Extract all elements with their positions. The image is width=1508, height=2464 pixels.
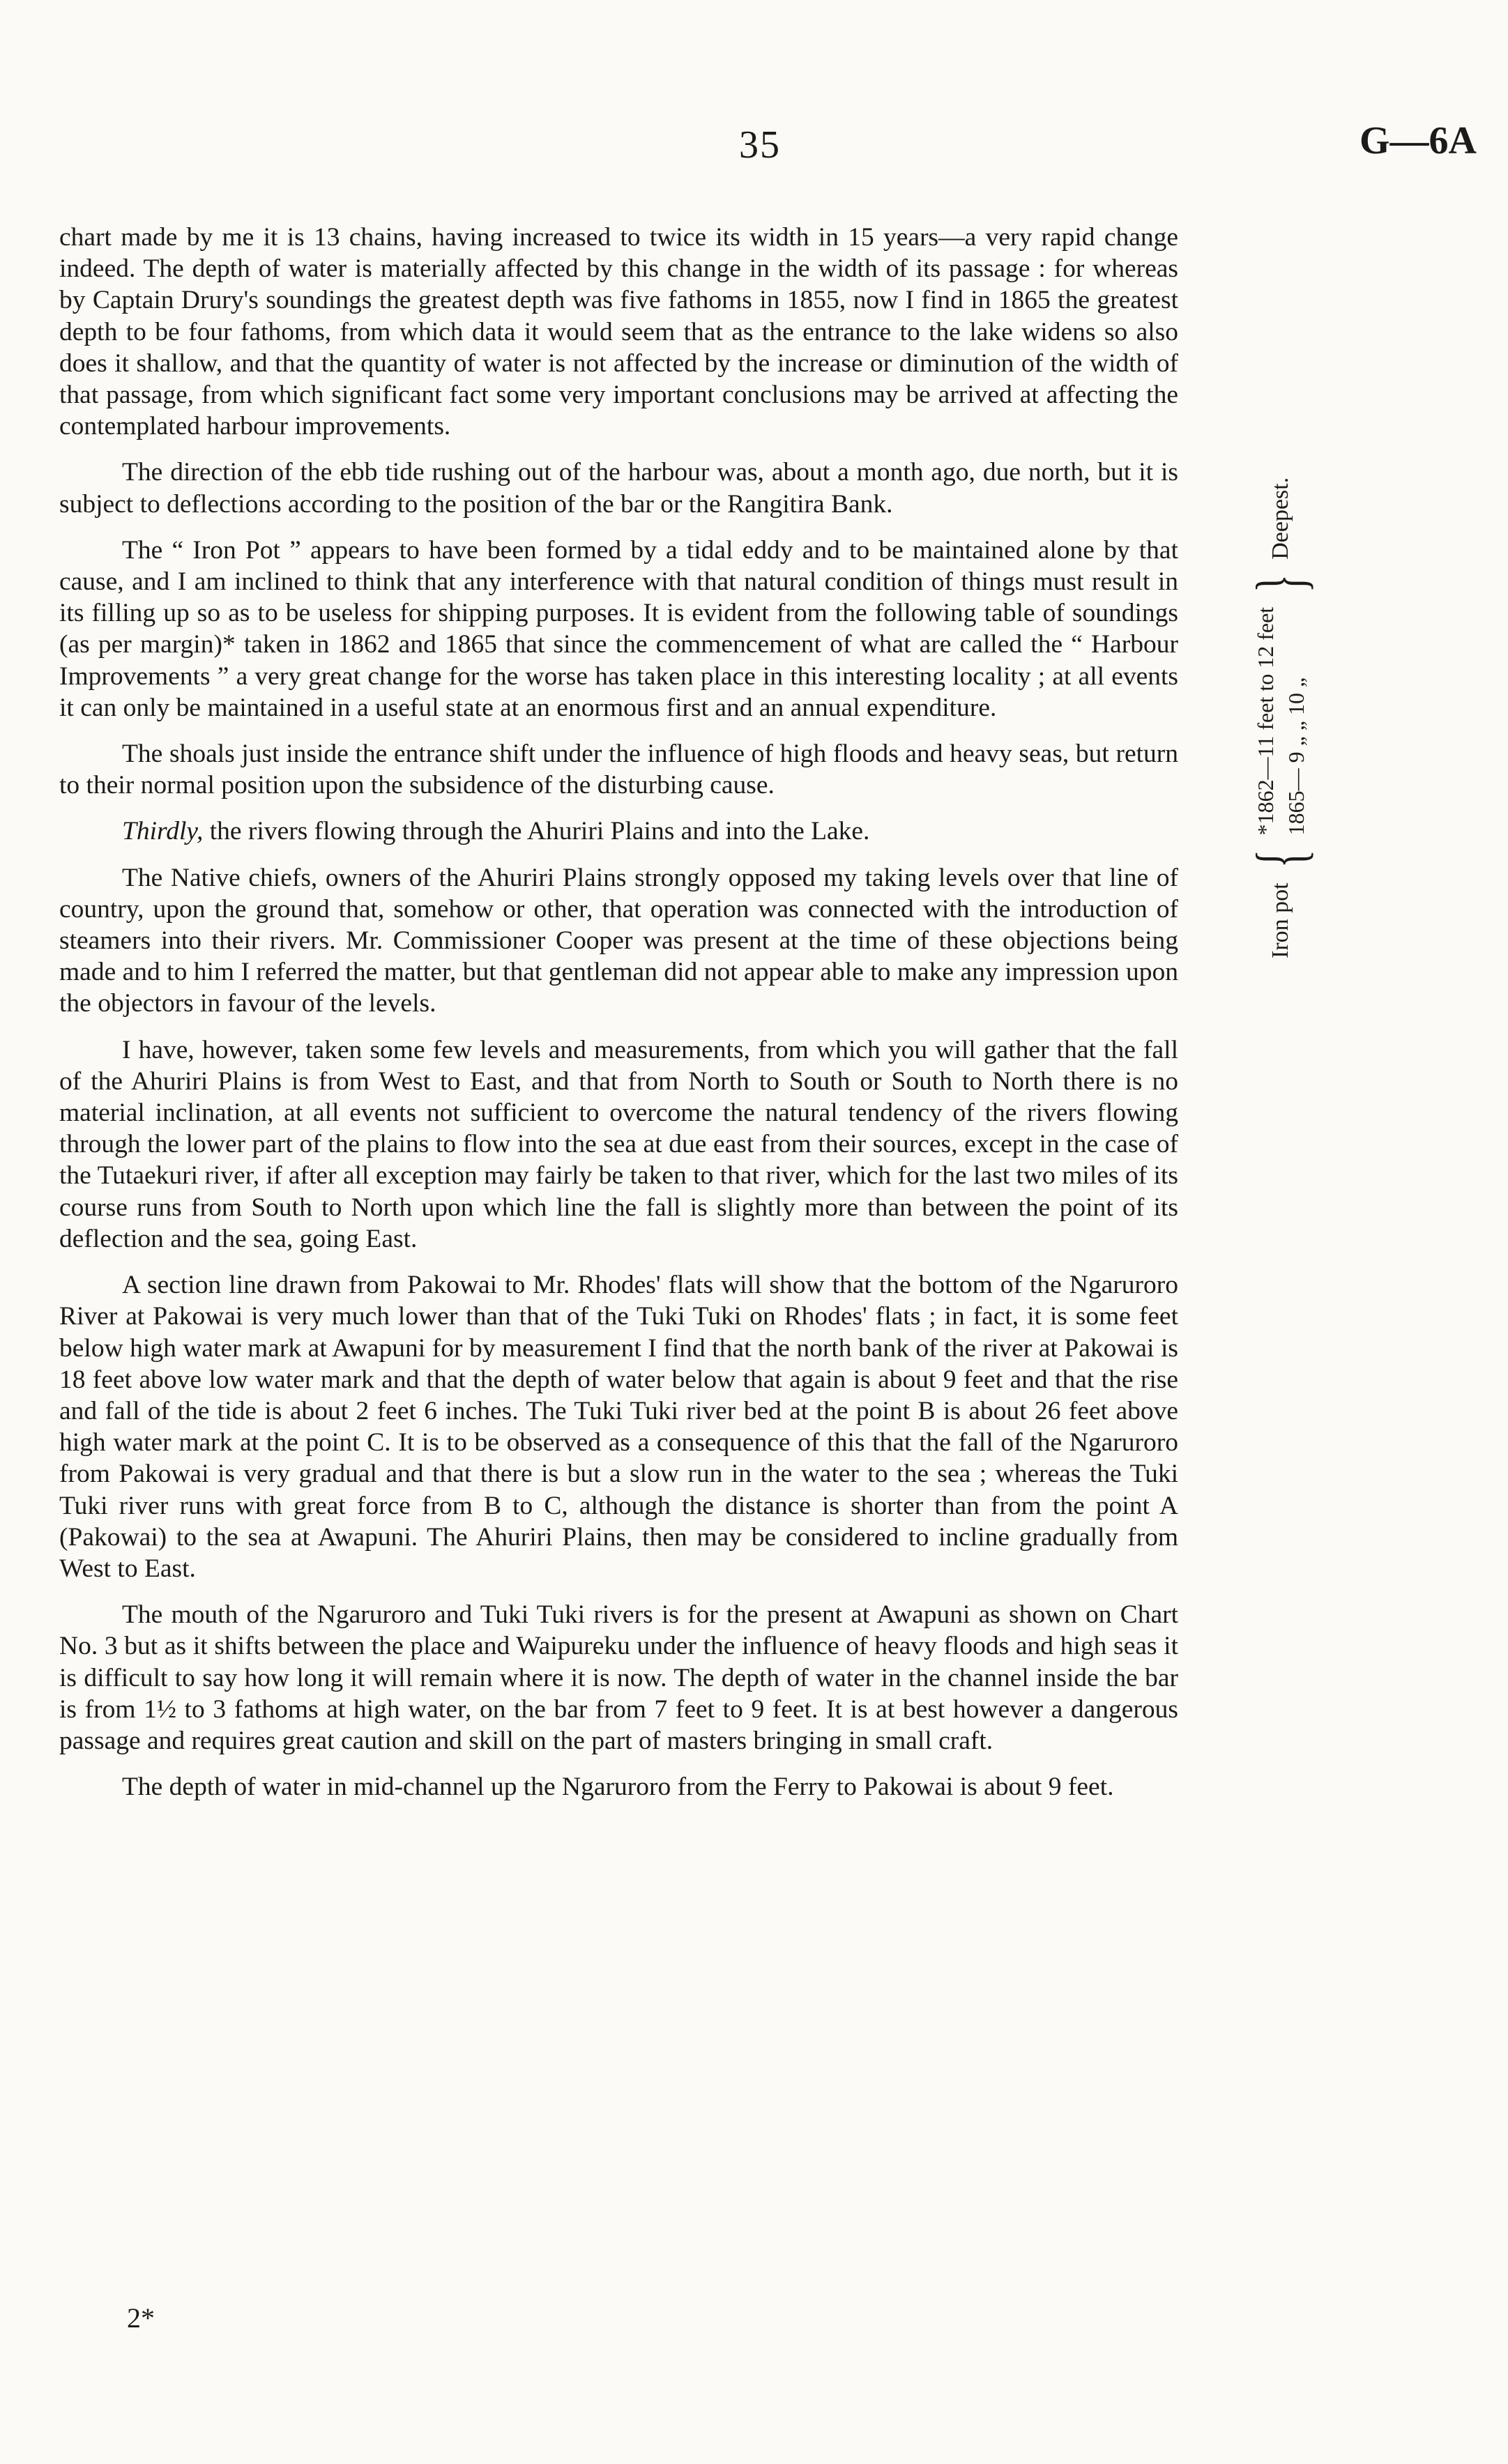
- left-brace-icon: {: [1242, 850, 1319, 868]
- margin-note-label: Iron pot: [1267, 882, 1293, 958]
- footer-signature-mark: 2*: [127, 2302, 155, 2334]
- paragraph-1: chart made by me it is 13 chains, having increased to twice its width in 15 years—a very rapid change indeed. The depth of water is materially affected by this change in the width of its passage : for whereas by Captain Drury's soundings the greatest depth was five fathoms in 1855, now I find in 1865 the greatest depth to be four fathoms, from which data it would seem that as the entrance to the lake widens so also does it shallow, and that the quantity of water is not affected by the increase or diminution of the width of that passage, from which significant fact some very important conclusions may be arrived at affecting the contemplated harbour improvements.: [59, 223, 1178, 441]
- paragraph-9: The mouth of the Ngaruroro and Tuki Tuki rivers is for the present at Awapuni as shown on Chart No. 3 but as it shifts between the place and Waipureku under the influence of heavy floods and high seas it is difficult to say how long it will remain where it is now. The depth of water in the channel inside the bar is from 1½ to 3 fathoms at high water, on the bar from 7 feet to 9 feet. It is at best however a dangerous passage and requires great caution and skill on the part of masters bringing in small craft.: [59, 1600, 1178, 1755]
- reference-code: G—6A: [1360, 119, 1477, 162]
- page-number: 35: [739, 123, 781, 167]
- margin-note-line-2: 1865— 9 „ „ 10 „: [1284, 677, 1309, 836]
- margin-note: [1242, 345, 1319, 958]
- paragraph-10: The depth of water in mid-channel up the Ngaruroro from the Ferry to Pakowai is about 9 feet.: [122, 1773, 1114, 1802]
- right-brace-icon: }: [1242, 574, 1319, 592]
- margin-note-suffix: Deepest.: [1267, 477, 1293, 560]
- section-heading: Thirdly,: [122, 817, 204, 846]
- paragraph-3: The “ Iron Pot ” appears to have been formed by a tidal eddy and to be maintained alone by that cause, and I am inclined to think that any interference with that natural condition of things must result in its filling up so as to be useless for shipping purposes. It is evident from the following table of soundings (as per margin)* taken in 1862 and 1865 that since the commencement of what are called the “ Harbour Improvements ” a very great change for the worse has taken place in this interesting locality ; at all events it can only be maintained in a useful state at an enormous first and an annual expenditure.: [59, 535, 1178, 722]
- margin-note-line-1: *1862—11 feet to 12 feet: [1253, 606, 1278, 836]
- paragraph-4: The shoals just inside the entrance shift under the influence of high floods and heavy seas, but return to their normal position upon the subsidence of the disturbing cause.: [59, 740, 1178, 800]
- paragraph-8: A section line drawn from Pakowai to Mr. Rhodes' flats will show that the bottom of the Ngaruroro River at Pakowai is very much lower than that of the Tuki Tuki on Rhodes' flats ; in fact, it is some feet below high water mark at Awapuni for by measurement I find that the north bank of the river at Pakowai is 18 feet above low water mark and that the depth of water below that again is about 9 feet and that the rise and fall of the tide is about 2 feet 6 inches. The Tuki Tuki river bed at the point B is about 26 feet above high water mark at the point C. It is to be observed as a consequence of this that the fall of the Ngaruroro from Pakowai is very gradual and that there is but a slow run in the water to the sea ; whereas the Tuki Tuki river runs with great force from B to C, although the distance is shorter than from the point A (Pakowai) to the sea at Awapuni. The Ahuriri Plains, then may be considered to incline gradually from West to East.: [59, 1271, 1178, 1583]
- paragraph-5-text: the rivers flowing through the Ahuriri Plains and into the Lake.: [209, 817, 870, 846]
- paragraph-5: [59, 816, 1178, 847]
- paragraph-2: The direction of the ebb tide rushing out of the harbour was, about a month ago, due north, but it is subject to deflections according to the position of the bar or the Rangitira Bank.: [59, 458, 1178, 519]
- margin-note-lines: [1250, 607, 1311, 836]
- paragraph-7: I have, however, taken some few levels and measurements, from which you will gather that the fall of the Ahuriri Plains is from West to East, and that from North to South or South to North there is no material inclination, at all events not sufficient to overcome the natural tendency of the rivers flowing through the lower part of the plains to flow into the sea at due east from their sources, except in the case of the Tutaekuri river, if after all exception may fairly be taken to that river, which for the last two miles of its course runs from South to North upon which line the fall is slightly more than between the point of its deflection and the sea, going East.: [59, 1035, 1178, 1253]
- document-body: [59, 222, 1178, 1817]
- paragraph-6: The Native chiefs, owners of the Ahuriri Plains strongly opposed my taking levels over that line of country, upon the ground that, somehow or other, that operation was connected with the introduction of steamers into their rivers. Mr. Commissioner Cooper was present at the time of these objections being made and to him I referred the matter, but that gentleman did not appear able to make any impression upon the objectors in favour of the levels.: [59, 863, 1178, 1018]
